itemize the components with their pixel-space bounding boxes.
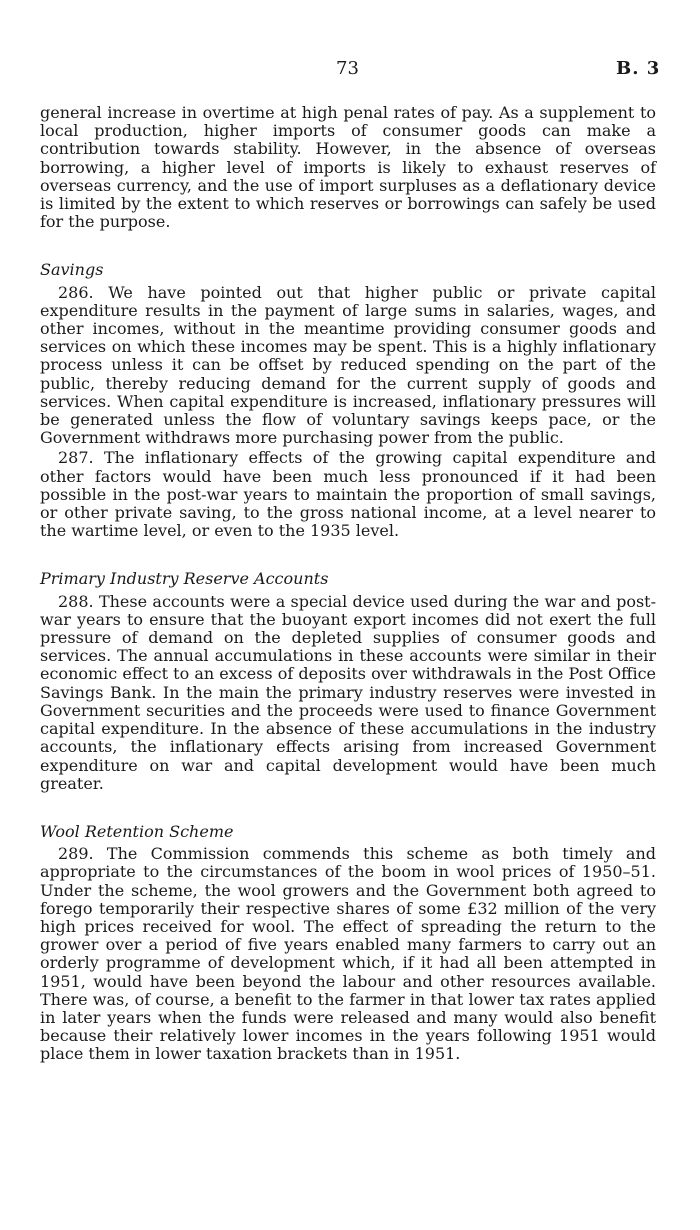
section-wool-retention-scheme (40, 823, 656, 1064)
page-body (40, 104, 656, 1064)
page-header (0, 58, 700, 82)
intro-paragraph: general increase in overtime at high penal rates of pay. As a supplement to local production, higher imports of consumer goods can make a contribution towards stability. However, in the absence of overseas borrowing, a higher level of imports is likely to exhaust reserves of overseas currency, and the use of import surpluses as a deflationary device is limited by the extent to which reserves or borrowings can safely be used for the purpose. (40, 103, 656, 232)
page-number: 73 (336, 58, 359, 79)
paragraph-287: 287. The inflationary effects of the growing capital expenditure and other factors would have been much less pronounced if it had been possible in the post-war years to maintain the proportion of small savings, or other private saving, to the gross national income, at a level nearer to the wartime level, or even to the 1935 level. (40, 448, 656, 541)
paragraph-288: 288. These accounts were a special device used during the war and post-war years to ensure that the buoyant export incomes did not exert the full pressure of demand on the depleted supplies of consumer goods and services. The annual accumulations in these accounts were similar in their economic effect to an excess of deposits over withdrawals in the Post Office Savings Bank. In the main the primary industry reserves were invested in Government securities and the proceeds were used to finance Government capital expenditure. In the absence of these accumulations in the industry accounts, the inflationary effects arising from increased Government expenditure on war and capital development would have been much greater. (40, 591, 656, 793)
section-primary-industry-reserve-accounts (40, 570, 656, 792)
section-heading: Primary Industry Reserve Accounts (40, 569, 329, 589)
paragraph-286: 286. We have pointed out that higher public or private capital expenditure results in the payment of large sums in salaries, wages, and other incomes, without in the meantime providing consumer goods and services on which these incomes may be spent. This is a highly inflationary process unless it can be offset by reduced spending on the part of the public, thereby reducing demand for the current supply of goods and services. When capital expenditure is increased, inflationary pressures will be generated unless the flow of voluntary savings keeps pace, or the Government withdraws more purchasing power from the public. (40, 282, 656, 448)
section-savings (40, 261, 656, 540)
section-heading: Savings (40, 260, 104, 280)
section-heading: Wool Retention Scheme (40, 821, 234, 841)
paragraph-289: 289. The Commission commends this scheme as both timely and appropriate to the circumstances of the boom in wool prices of 1950–51. Under the scheme, the wool growers and the Government both agreed to forego temporarily their respective shares of some £32 million of the very high prices received for wool. The effect of spreading the return to the grower over a period of five years enabled many farmers to carry out an orderly programme of development which, if it had all been attempted in 1951, would have been beyond the labour and other resources available. There was, of course, a benefit to the farmer in that lower tax rates applied in later years when the funds were released and many would also benefit because their relatively lower incomes in the years following 1951 would place them in lower taxation brackets than in 1951. (40, 844, 656, 1064)
series-code: B. 3 (616, 58, 661, 79)
